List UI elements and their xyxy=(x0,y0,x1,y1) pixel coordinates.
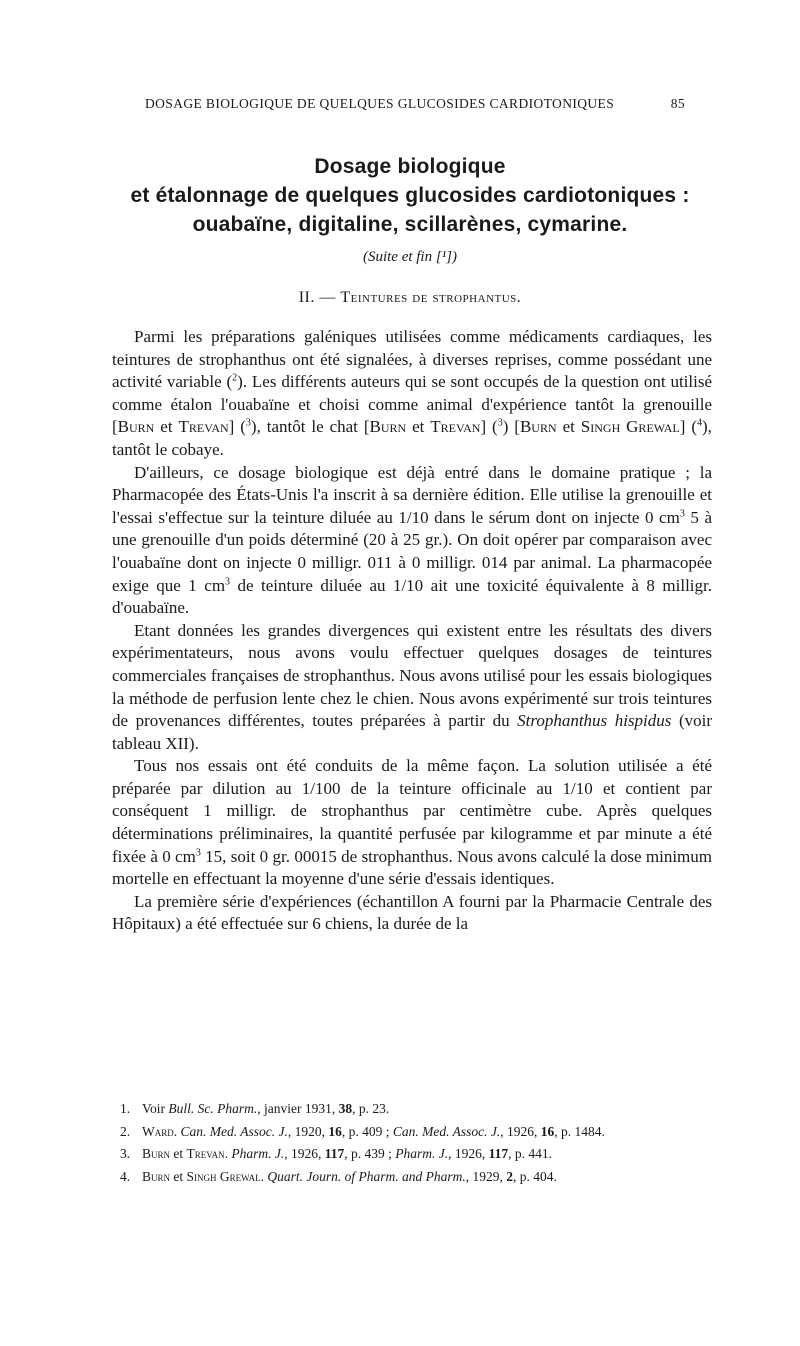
journal-name: Can. Med. Assoc. J. xyxy=(392,1123,501,1139)
text-run: ] ( xyxy=(679,417,698,437)
journal-name: Pharm. J. xyxy=(231,1146,285,1161)
text-run: La première série d'expériences (échantillon A fourni par la Pharmacie Centrale des Hôpitaux) a été effectuée sur 6 chiens, la durée de la xyxy=(112,891,712,934)
title-line-2: et étalonnage de quelques glucosides cardiotoniques : xyxy=(130,184,690,207)
text-run: de teinture diluée au 1/10 ait une toxicité équivalente à 8 milligr. d'ouabaïne. xyxy=(112,575,712,618)
text-run: Tous nos essais ont été conduits de la même façon. La solution utilisée a été préparée par dilution au 1/100 de la teinture officinale au 1/10 et contient par conséquent 1 milligr. de strophanthus par centimètre cube. Après quelques déterminations préliminaires, la quantité perfusée par kilogramme et par minute a été fixée à 0 cm xyxy=(112,756,712,866)
author-name: Burn xyxy=(369,417,407,437)
species-name: Strophanthus hispidus xyxy=(517,711,672,731)
footnote-4 xyxy=(112,1166,712,1189)
text-run: , p. 441. xyxy=(508,1146,553,1161)
journal-name: Can. Med. Assoc. J. xyxy=(180,1123,288,1139)
text-run: ] ( xyxy=(228,417,246,437)
text-run: , p. 409 ; xyxy=(341,1123,393,1139)
text-run: , p. 23. xyxy=(352,1101,390,1116)
author-name: Burn xyxy=(142,1146,171,1161)
footnote-number: 2. xyxy=(120,1123,131,1139)
text-run: . xyxy=(224,1146,232,1161)
footnote-ref: 3 xyxy=(497,417,503,429)
section-numeral: II. xyxy=(298,289,315,306)
author-name: Burn xyxy=(117,417,155,437)
text-run: et xyxy=(406,417,431,437)
journal-name: Pharm. J. xyxy=(395,1146,449,1161)
title-line-3: ouabaïne, digitaline, scillarènes, cymarine. xyxy=(192,213,628,236)
text-run: 5 à une grenouille d'un poids déterminé (20 à 25 gr.). On doit opérer par comparaison avec l'ouabaïne dont on injecte 0 milligr. 011 à 0 milligr. 014 par animal. La pharmacopée exige que 1 cm xyxy=(112,507,713,595)
text-run: et xyxy=(170,1146,187,1161)
text-run: (voir tableau XII). xyxy=(112,711,713,753)
author-name: Singh Grewal xyxy=(580,417,680,437)
paragraph-1 xyxy=(112,326,712,462)
superscript: 3 xyxy=(195,847,201,858)
text-run: . xyxy=(260,1168,268,1184)
superscript: 3 xyxy=(679,508,685,520)
text-run: Etant données les grandes divergences qui existent entre les résultats des divers expérimentateurs, nous avons voulu effectuer quelques dosages de teintures commerciales françaises de strophanthus. Nous avons utilisé pour les essais biologiques la méthode de perfusion lente chez le chien. Nous avons expérimenté sur trois teintures de provenances différentes, toutes préparées à partir du xyxy=(112,620,712,731)
footnote-3 xyxy=(112,1143,712,1166)
section-title: Teintures de strophantus. xyxy=(340,289,522,306)
footnote-ref: 2 xyxy=(232,372,238,384)
text-run: ] ( xyxy=(480,417,498,437)
footnote-2 xyxy=(112,1121,712,1144)
volume: 16 xyxy=(328,1123,342,1139)
paragraph-2 xyxy=(112,462,712,620)
author-name: Singh Grewal xyxy=(186,1168,261,1184)
text-run: , 1926, xyxy=(448,1146,489,1161)
journal-name: Quart. Journ. of Pharm. and Pharm. xyxy=(267,1168,466,1184)
paragraph-3 xyxy=(112,620,712,756)
suite-note: (Suite et fin [¹]) xyxy=(362,249,458,265)
footnote-ref: 3 xyxy=(245,417,251,429)
journal-name: Bull. Sc. Pharm. xyxy=(168,1101,258,1116)
volume: 16 xyxy=(540,1123,555,1139)
body-text xyxy=(112,326,712,936)
footnote-1 xyxy=(112,1098,712,1121)
text-run: ), tantôt le chat [ xyxy=(250,417,370,437)
text-run: , janvier 1931, xyxy=(257,1101,339,1116)
footnote-number: 4. xyxy=(120,1168,131,1184)
volume: 117 xyxy=(488,1146,509,1161)
volume: 117 xyxy=(324,1146,345,1161)
text-run: et xyxy=(556,417,581,437)
text-run: ). Les différents auteurs qui se sont occupés de la question ont utilisé comme étalon l'ouabaïne et choisi comme animal d'expérience tantôt la grenouille [ xyxy=(112,372,712,437)
text-run: , 1926, xyxy=(284,1146,325,1161)
author-name: Trevan xyxy=(186,1146,225,1161)
superscript: 3 xyxy=(225,575,231,587)
title-line-1: Dosage biologique xyxy=(314,155,506,178)
author-name: Trevan xyxy=(430,417,481,437)
section-dash: — xyxy=(319,289,336,306)
volume: 38 xyxy=(338,1101,353,1116)
footnote-ref: 4 xyxy=(697,417,703,429)
text-run: Parmi les préparations galéniques utilisées comme médicaments cardiaques, les teintures de strophanthus ont été signalées, à diverses reprises, comme possédant une activité variable ( xyxy=(112,327,712,392)
text-run: , 1929, xyxy=(465,1168,507,1184)
paragraph-5 xyxy=(112,891,712,936)
paragraph-4 xyxy=(112,755,712,891)
page-number: 85 xyxy=(670,96,685,111)
text-run: . xyxy=(173,1123,181,1139)
text-run: , 1926, xyxy=(500,1123,541,1139)
volume: 2 xyxy=(506,1168,514,1184)
text-run: D'ailleurs, ce dosage biologique est déjà entré dans le domaine pratique ; la Pharmacopée des États-Unis l'a inscrit à sa dernière édition. Elle utilise la grenouille et l'essai s'effectue sur la teinture diluée au 1/10 dans le sérum dont on injecte 0 cm xyxy=(112,462,712,527)
author-name: Burn xyxy=(142,1168,171,1184)
article-title xyxy=(100,152,720,239)
text-run: , p. 439 ; xyxy=(344,1146,396,1161)
author-name: Trevan xyxy=(178,417,229,437)
running-head-title: DOSAGE BIOLOGIQUE DE QUELQUES GLUCOSIDES CARDIOTONIQUES xyxy=(145,96,615,111)
text-run: et xyxy=(154,417,179,437)
text-run: ) [ xyxy=(502,417,520,437)
text-run: , 1920, xyxy=(287,1123,329,1139)
text-run: 15, soit 0 gr. 00015 de strophanthus. Nous avons calculé la dose minimum mortelle en effectuant la moyenne d'une série d'essais identiques. xyxy=(112,846,712,889)
text-run: ), tantôt le cobaye. xyxy=(112,417,712,459)
footnote-number: 1. xyxy=(120,1101,131,1116)
text-run: , p. 1484. xyxy=(554,1123,605,1139)
footnote-number: 3. xyxy=(120,1146,131,1161)
author-name: Burn xyxy=(519,417,557,437)
footnotes xyxy=(112,1098,712,1188)
text-run: Voir xyxy=(142,1101,169,1116)
text-run: et xyxy=(170,1168,187,1184)
text-run: , p. 404. xyxy=(513,1168,557,1184)
author-name: Ward xyxy=(142,1123,174,1139)
section-heading xyxy=(100,289,720,307)
